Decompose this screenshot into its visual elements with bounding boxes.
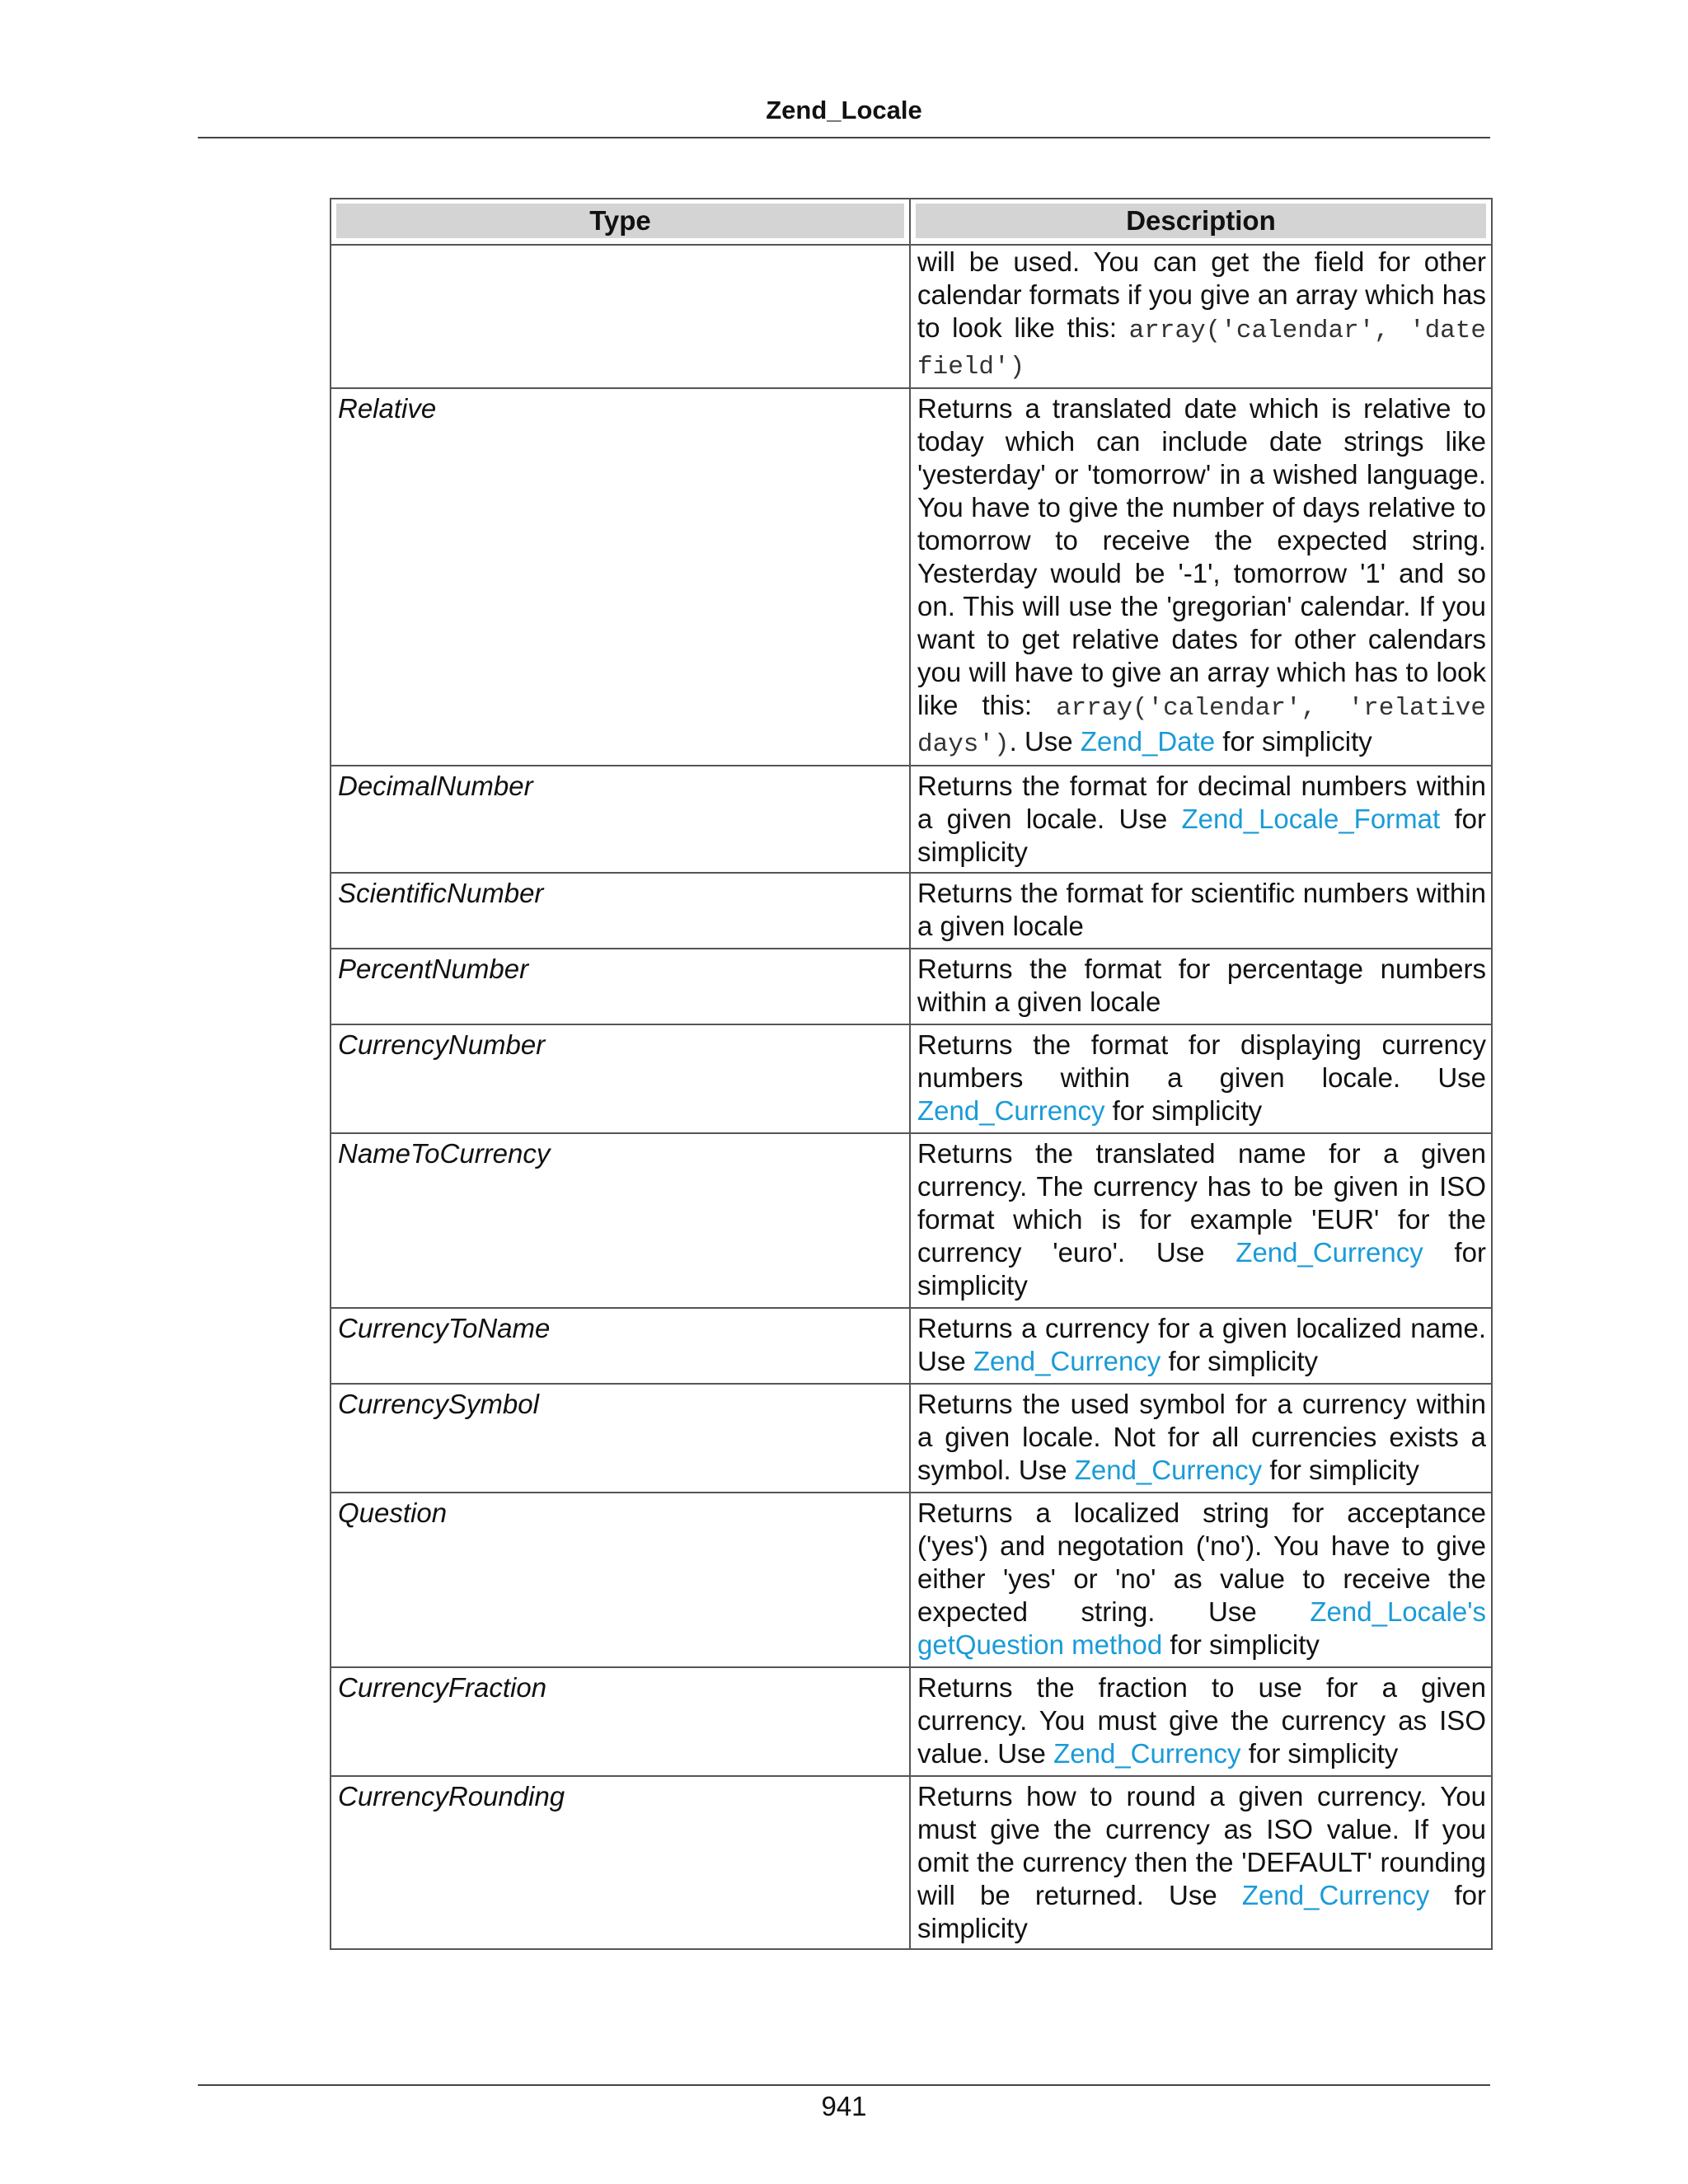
description-cell (910, 1024, 1492, 1133)
type-cell: Relative (331, 388, 910, 766)
table-row (331, 388, 1492, 766)
column-header-label: Description (916, 204, 1486, 238)
description-text: Returns the used symbol for a currency within a given locale. Not for all currencies exists a symbol. Use (917, 1389, 1486, 1485)
description-text: Returns the format for displaying currency numbers within a given locale. Use (917, 1029, 1486, 1093)
description-text: for simplicity (1162, 1629, 1320, 1660)
table-row (331, 1493, 1492, 1667)
column-header-description (910, 199, 1492, 245)
type-cell: CurrencyNumber (331, 1024, 910, 1133)
table-header-row (331, 199, 1492, 245)
type-cell: CurrencySymbol (331, 1384, 910, 1493)
table-row (331, 1776, 1492, 1949)
description-text: for simplicity (1240, 1738, 1399, 1769)
description-text: for simplicity (1104, 1095, 1263, 1126)
reference-link[interactable]: Zend_Currency (1236, 1237, 1423, 1268)
reference-link[interactable]: Zend_Locale_Format (1181, 804, 1441, 834)
description-cell (910, 1133, 1492, 1308)
table-row (331, 873, 1492, 949)
type-cell: Question (331, 1493, 910, 1667)
description-cell (910, 1776, 1492, 1949)
column-header-type (331, 199, 910, 245)
description-text: Returns the format for percentage numbers within a given locale (917, 954, 1486, 1017)
type-cell: PercentNumber (331, 949, 910, 1024)
description-text: Returns the format for scientific numbers within a given locale (917, 878, 1486, 941)
type-cell: DecimalNumber (331, 766, 910, 873)
table-row (331, 1667, 1492, 1776)
header-rule (198, 137, 1490, 138)
description-cell (910, 873, 1492, 949)
page-number: 941 (821, 2091, 867, 2121)
description-text: Returns the format for decimal numbers within a given locale. Use (917, 771, 1486, 834)
description-text: Returns a localized string for acceptance ('yes') and negotation ('no'). You have to give either 'yes' or 'no' as value to receive the expected string. Use (917, 1497, 1486, 1627)
reference-link[interactable]: Zend_Currency (1053, 1738, 1241, 1769)
reference-link[interactable]: Zend_Currency (1241, 1880, 1430, 1910)
type-cell: CurrencyRounding (331, 1776, 910, 1949)
description-cell (910, 1308, 1492, 1384)
table-row (331, 766, 1492, 873)
code-snippet: array('calendar', 'relative days') (917, 694, 1486, 759)
type-cell: ScientificNumber (331, 873, 910, 949)
description-cell (910, 1384, 1492, 1493)
reference-link[interactable]: Zend_Locale's getQuestion method (917, 1596, 1486, 1660)
reference-link[interactable]: Zend_Currency (917, 1095, 1105, 1126)
table-row (331, 949, 1492, 1024)
description-text: will be used. You can get the field for other calendar formats if you give an array which has to look like this: (917, 246, 1486, 343)
type-cell: CurrencyToName (331, 1308, 910, 1384)
type-cell (331, 245, 910, 388)
description-cell (910, 1667, 1492, 1776)
description-text: for simplicity (1262, 1455, 1419, 1485)
code-snippet: array('calendar', 'date field') (917, 316, 1486, 382)
description-text: Returns the translated name for a given currency. The currency has to be given in ISO format which is for example 'EUR' for the currency 'euro'. Use (917, 1138, 1486, 1268)
type-cell: CurrencyFraction (331, 1667, 910, 1776)
reference-link[interactable]: Zend_Currency (1074, 1455, 1263, 1485)
type-cell: NameToCurrency (331, 1133, 910, 1308)
reference-link[interactable]: Zend_Currency (973, 1346, 1161, 1376)
page-header: Zend_Locale (766, 96, 922, 124)
description-text: Returns a currency for a given localized name. Use (917, 1313, 1486, 1376)
column-header-label: Type (336, 204, 904, 238)
table-row (331, 1308, 1492, 1384)
description-text: for simplicity (917, 1237, 1486, 1301)
description-cell (910, 245, 1492, 388)
table-body (331, 245, 1492, 1949)
table-row (331, 1133, 1492, 1308)
table-row (331, 1384, 1492, 1493)
description-text: for simplicity (917, 1880, 1486, 1943)
description-text: Returns the fraction to use for a given currency. You must give the currency as ISO value. Use (917, 1672, 1486, 1769)
description-text: Returns how to round a given currency. You must give the currency as ISO value. If you omit the currency then the 'DEFAULT' rounding will be returned. Use (917, 1781, 1486, 1910)
type-description-table (330, 198, 1493, 1950)
description-text: Returns a translated date which is relative to today which can include date strings like 'yesterday' or 'tomorrow' in a wished language. You have to give the number of days relative to tomorrow to receive the expected string. Yesterday would be '-1', tomorrow '1' and so on. This will use the 'gregorian' calendar. If you want to get relative dates for other calendars you will have to give an array which has to look like this: (917, 393, 1486, 720)
description-text: for simplicity (1160, 1346, 1318, 1376)
reference-link[interactable]: Zend_Date (1080, 726, 1216, 757)
description-cell (910, 388, 1492, 766)
description-text: . Use (1009, 726, 1081, 757)
description-text: for simplicity (917, 804, 1486, 867)
table-row (331, 245, 1492, 388)
description-cell (910, 1493, 1492, 1667)
table-row (331, 1024, 1492, 1133)
footer-rule (198, 2084, 1490, 2086)
description-cell (910, 766, 1492, 873)
description-text: for simplicity (1215, 726, 1372, 757)
description-cell (910, 949, 1492, 1024)
